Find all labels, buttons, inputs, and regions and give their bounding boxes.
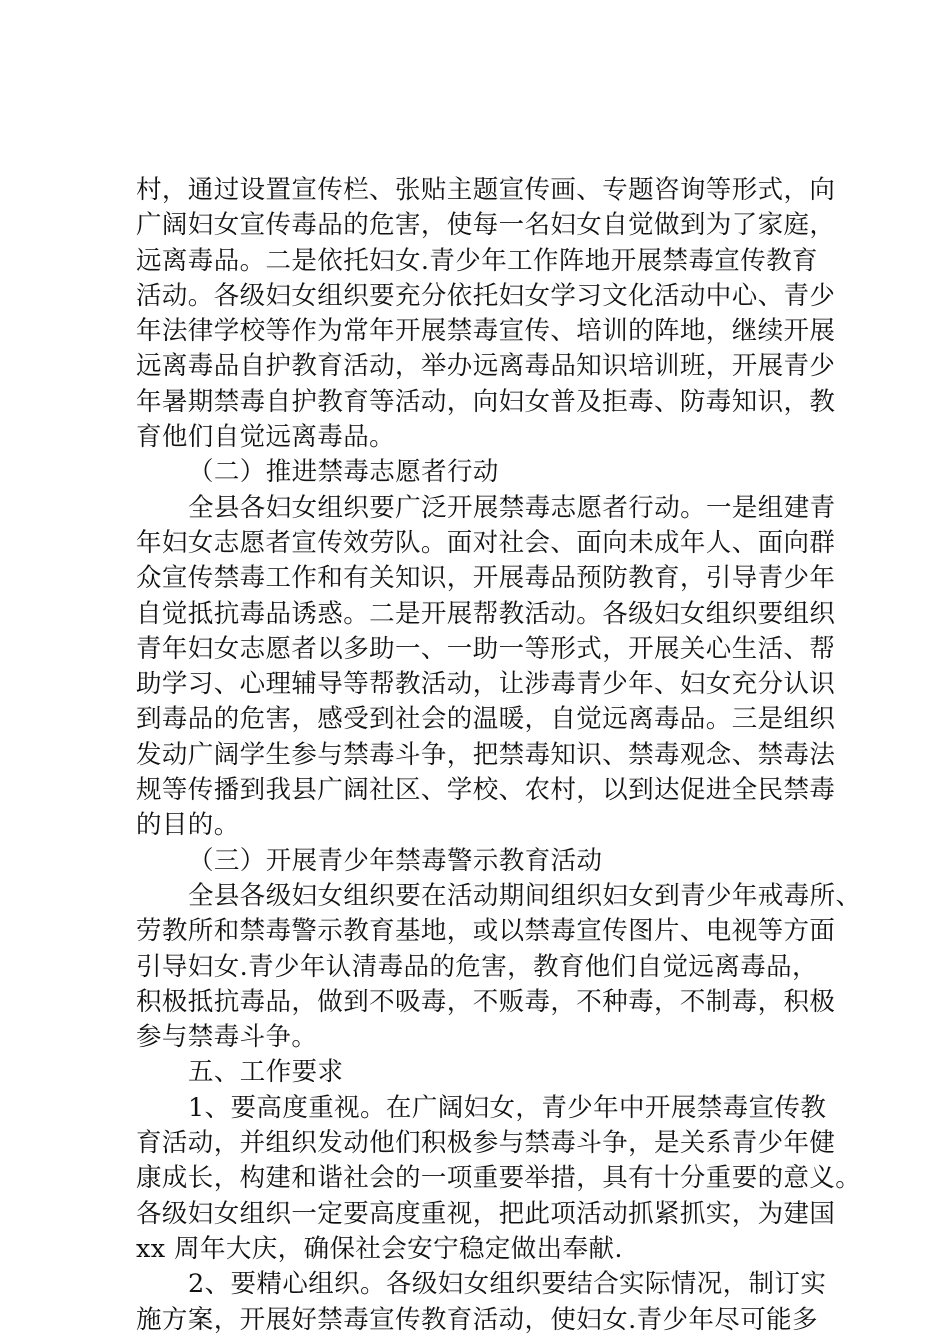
text-line: 年暑期禁毒自护教育等活动，向妇女普及拒毒、防毒知识，教 — [136, 386, 836, 417]
text-line: 引导妇女.青少年认清毒品的危害，教育他们自觉远离毒品， — [136, 951, 818, 982]
paragraph-first-line: 全县各妇女组织要广泛开展禁毒志愿者行动。一是组建青 — [188, 492, 836, 523]
text-line: xx 周年大庆，确保社会安宁稳定做出奉献. — [136, 1233, 623, 1264]
text-line: 村，通过设置宣传栏、张贴主题宣传画、专题咨询等形式，向 — [136, 175, 836, 205]
text-line: 积极抵抗毒品，做到不吸毒，不贩毒，不种毒，不制毒，积极 — [136, 986, 836, 1017]
text-line: 青年妇女志愿者以多助一、一助一等形式，开展关心生活、帮 — [136, 633, 836, 664]
paragraph-first-line: 2、要精心组织。各级妇女组织要结合实际情况，制订实 — [188, 1269, 827, 1300]
text-line: 众宣传禁毒工作和有关知识，开展毒品预防教育，引导青少年 — [136, 563, 836, 594]
text-line: 自觉抵抗毒品诱惑。二是开展帮教活动。各级妇女组织要组织 — [136, 598, 836, 629]
text-line: 活动。各级妇女组织要充分依托妇女学习文化活动中心、青少 — [136, 280, 836, 311]
text-line: 助学习、心理辅导等帮教活动，让涉毒青少年、妇女充分认识 — [136, 669, 836, 700]
text-line: 发动广阔学生参与禁毒斗争，把禁毒知识、禁毒观念、禁毒法 — [136, 739, 836, 770]
section-heading: （二）推进禁毒志愿者行动 — [188, 457, 499, 488]
text-line: 远离毒品自护教育活动，举办远离毒品知识培训班，开展青少 — [136, 351, 836, 382]
text-line: 广阔妇女宣传毒品的危害，使每一名妇女自觉做到为了家庭， — [136, 210, 836, 241]
text-line: 育他们自觉远离毒品。 — [136, 422, 396, 453]
paragraph-first-line: 全县各级妇女组织要在活动期间组织妇女到青少年戒毒所、 — [188, 880, 862, 911]
text-line: 参与禁毒斗争。 — [136, 1022, 318, 1053]
text-line: 远离毒品。二是依托妇女.青少年工作阵地开展禁毒宣传教育 — [136, 245, 818, 276]
text-line: 劳教所和禁毒警示教育基地，或以禁毒宣传图片、电视等方面 — [136, 916, 836, 947]
text-line: 康成长，构建和谐社会的一项重要举措，具有十分重要的意义。 — [136, 1163, 862, 1194]
text-line: 规等传播到我县广阔社区、学校、农村，以到达促进全民禁毒 — [136, 775, 836, 806]
text-line: 年法律学校等作为常年开展禁毒宣传、培训的阵地，继续开展 — [136, 316, 836, 347]
text-line: 各级妇女组织一定要高度重视，把此项活动抓紧抓实，为建国 — [136, 1198, 836, 1229]
document-body — [136, 173, 862, 1338]
section-heading: （三）开展青少年禁毒警示教育活动 — [188, 845, 603, 876]
section-heading: 五、工作要求 — [188, 1057, 344, 1088]
text-line: 到毒品的危害，感受到社会的温暖，自觉远离毒品。三是组织 — [136, 704, 836, 735]
text-line: 的目的。 — [136, 810, 240, 841]
paragraph-first-line: 1、要高度重视。在广阔妇女，青少年中开展禁毒宣传教 — [188, 1092, 827, 1123]
text-line: 育活动，并组织发动他们积极参与禁毒斗争，是关系青少年健 — [136, 1128, 836, 1159]
text-line: 施方案，开展好禁毒宣传教育活动，使妇女.青少年尽可能多 — [136, 1304, 818, 1335]
text-line: 年妇女志愿者宣传效劳队。面对社会、面向未成年人、面向群 — [136, 527, 836, 558]
